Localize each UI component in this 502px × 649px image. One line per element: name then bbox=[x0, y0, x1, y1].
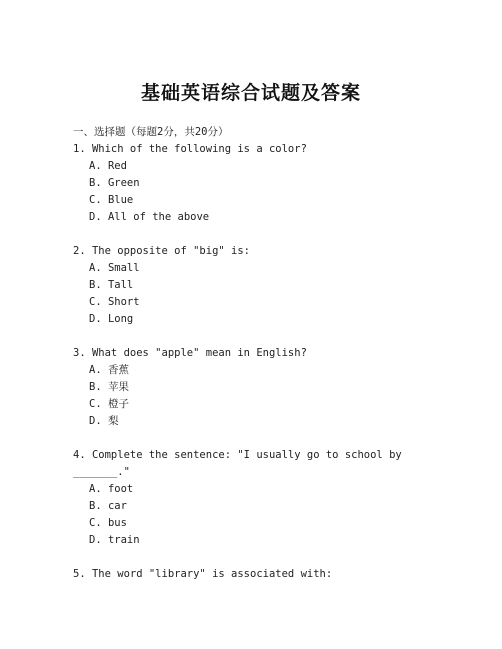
question-5 bbox=[73, 566, 433, 583]
question-stem: 1. Which of the following is a color? bbox=[73, 143, 307, 155]
option-b: B. 苹果 bbox=[89, 381, 129, 393]
option-d: D. All of the above bbox=[89, 211, 210, 223]
question-stem: 3. What does "apple" mean in English? bbox=[73, 347, 307, 359]
document-body bbox=[73, 124, 433, 600]
option-a: A. Red bbox=[89, 160, 127, 172]
question-3 bbox=[73, 345, 433, 430]
option-b: B. Green bbox=[89, 177, 140, 189]
option-b: B. car bbox=[89, 500, 127, 512]
question-stem: 4. Complete the sentence: "I usually go to school by _______." bbox=[73, 449, 409, 478]
option-d: D. train bbox=[89, 534, 140, 546]
option-c: C. Short bbox=[89, 296, 140, 308]
section-heading: 一、选择题（每题2分，共20分） bbox=[73, 126, 229, 138]
option-c: C. 橙子 bbox=[89, 398, 129, 410]
question-stem: 5. The word "library" is associated with: bbox=[73, 568, 333, 580]
document-title: 基础英语综合试题及答案 bbox=[140, 82, 361, 104]
option-d: D. Long bbox=[89, 313, 134, 325]
option-c: C. bus bbox=[89, 517, 127, 529]
question-stem: 2. The opposite of "big" is: bbox=[73, 245, 251, 257]
option-a: A. Small bbox=[89, 262, 140, 274]
option-b: B. Tall bbox=[89, 279, 134, 291]
question-1 bbox=[73, 141, 433, 226]
question-2 bbox=[73, 243, 433, 328]
option-d: D. 梨 bbox=[89, 415, 119, 427]
option-c: C. Blue bbox=[89, 194, 134, 206]
option-a: A. foot bbox=[89, 483, 134, 495]
option-a: A. 香蕉 bbox=[89, 364, 129, 376]
question-4 bbox=[73, 447, 433, 549]
